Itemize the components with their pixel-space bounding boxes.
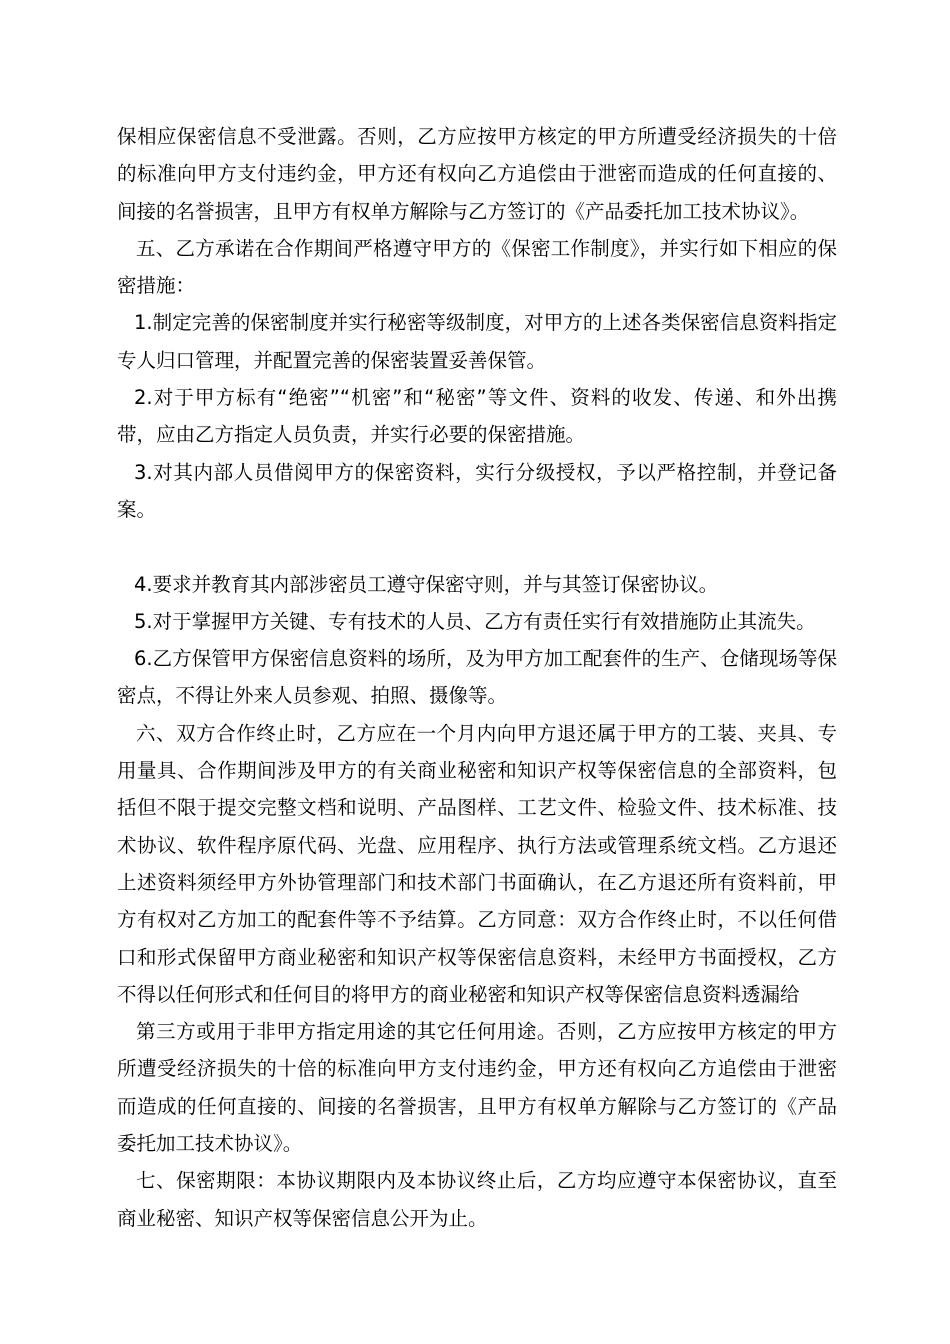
paragraph-item-6: 6.乙方保管甲方保密信息资料的场所，及为甲方加工配套件的生产、仓储现场等保密点，不得让外来人员参观、拍照、摄像等。 (117, 647, 837, 708)
paragraph-item-1: 1.制定完善的保密制度并实行秘密等级制度，对甲方的上述各类保密信息资料指定专人归口管理，并配置完善的保密装置妥善保管。 (117, 311, 837, 372)
paragraph-clause-seven: 七、保密期限：本协议期限内及本协议终止后，乙方均应遵守本保密协议，直至商业秘密、知识产权等保密信息公开为止。 (117, 1169, 837, 1230)
paragraph-item-3: 3.对其内部人员借阅甲方的保密资料，实行分级授权，予以严格控制，并登记备案。 (117, 460, 837, 521)
paragraph-clause-six: 六、双方合作终止时，乙方应在一个月内向甲方退还属于甲方的工装、夹具、专用量具、合作期间涉及甲方的有关商业秘密和知识产权等保密信息的全部资料，包括但不限于提交完整文档和说明、产品图样、工艺文件、检验文件、技术标准、技术协议、软件程序原代码、光盘、应用程序、执行方法或管理系统文档。乙方退还上述资料须经甲方外协管理部门和技术部门书面确认，在乙方退还所有资料前，甲方有权对乙方加工的配套件等不予结算。乙方同意：双方合作终止时，不以任何借口和形式保留甲方商业秘密和知识产权等保密信息资料，未经甲方书面授权，乙方不得以任何形式和任何目的将甲方的商业秘密和知识产权等保密信息资料透漏给 (117, 721, 837, 1006)
paragraph-clause-six-continued: 第三方或用于非甲方指定用途的其它任何用途。否则，乙方应按甲方核定的甲方所遭受经济损失的十倍的标准向甲方支付违约金，甲方还有权向乙方追偿由于泄密而造成的任何直接的、间接的名誉损害，且甲方有权单方解除与乙方签订的《产品委托加工技术协议》。 (117, 1020, 837, 1156)
paragraph-item-4: 4.要求并教育其内部涉密员工遵守保密守则，并与其签订保密协议。 (134, 572, 719, 596)
document-body (117, 118, 837, 1237)
paragraph-clause-five: 五、乙方承诺在合作期间严格遵守甲方的《保密工作制度》，并实行如下相应的保密措施： (117, 236, 837, 298)
paragraph-item-5: 5.对于掌握甲方关键、专有技术的人员、乙方有责任实行有效措施防止其流失。 (134, 609, 816, 633)
paragraph-item-2: 2.对于甲方标有“绝密”“机密”和“秘密”等文件、资料的收发、传递、和外出携带，应由乙方指定人员负责，并实行必要的保密措施。 (117, 386, 837, 447)
blank-line (117, 528, 837, 565)
paragraph-continuation: 保相应保密信息不受泄露。否则，乙方应按甲方核定的甲方所遭受经济损失的十倍的标准向甲方支付违约金，甲方还有权向乙方追偿由于泄密而造成的任何直接的、间接的名誉损害，且甲方有权单方解除与乙方签订的《产品委托加工技术协议》。 (117, 125, 837, 223)
